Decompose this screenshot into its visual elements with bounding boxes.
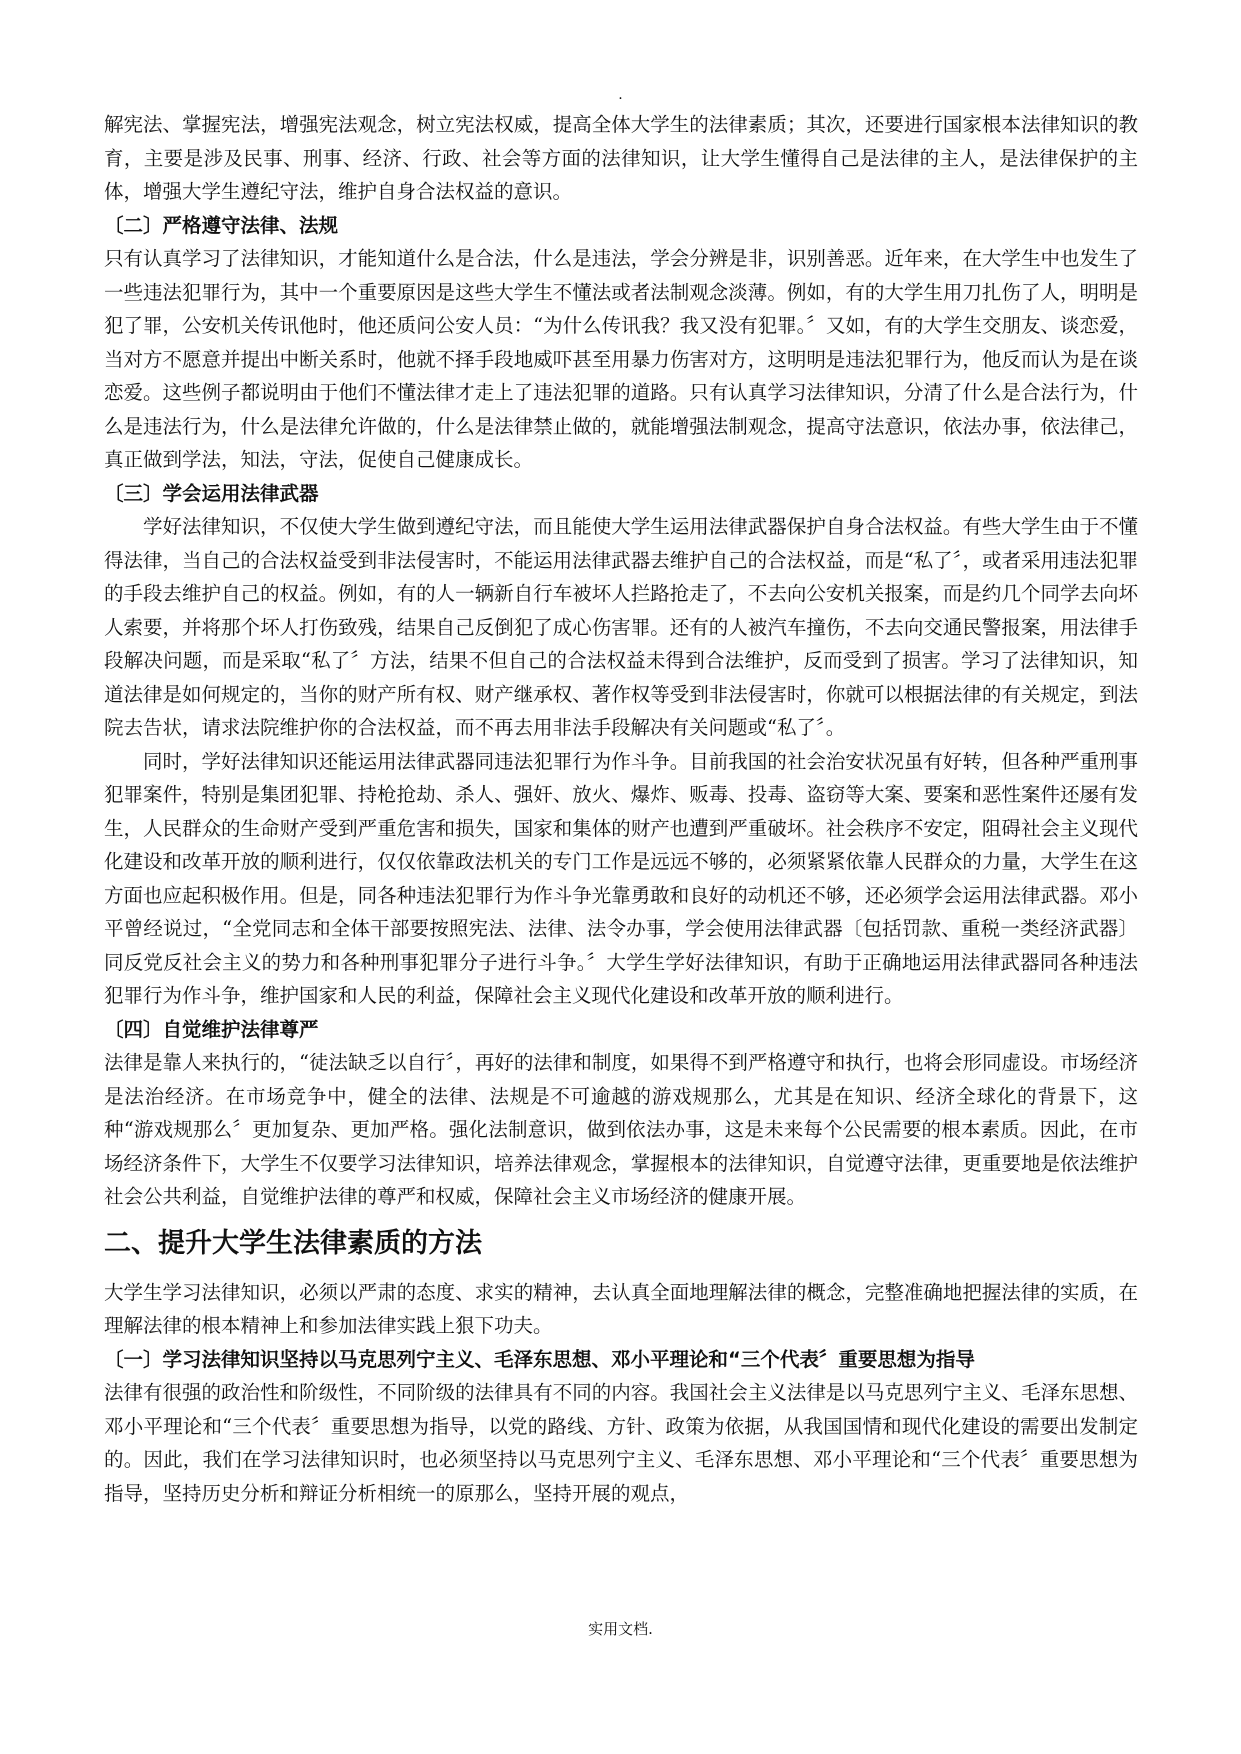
chapter-heading: 二、提升大学生法律素质的方法 xyxy=(104,1227,482,1259)
paragraph-methods-intro: 大学生学习法律知识，必须以严肃的态度、求实的精神，去认真全面地理解法律的概念，完整准确地把握法律的实质，在理解法律的根本精神上和参加法律实践上狠下功夫。 xyxy=(104,1280,1138,1337)
section-heading-san: 〔三〕学会运用法律武器 xyxy=(104,481,319,505)
paragraph-guiding-thought: 法律有很强的政治性和阶级性，不同阶级的法律具有不同的内容。我国社会主义法律是以马克思列宁主义、毛泽东思想、邓小平理论和“三个代表〞重要思想为指导，以党的路线、方针、政策为依据，从我国国情和现代化建设的需要出发制定的。因此，我们在学习法律知识时，也必须坚持以马克思列宁主义、毛泽东思想、邓小平理论和“三个代表〞重要思想为指导，坚持历史分析和辩证分析相统一的原那么，坚持开展的观点， xyxy=(104,1381,1138,1505)
paragraph-law-dignity: 法律是靠人来执行的，“徒法缺乏以自行〞，再好的法律和制度，如果得不到严格遵守和执行，也将会形同虚设。市场经济是法治经济。在市场竞争中，健全的法律、法规是不可逾越的游戏规那么，尤其是在知识、经济全球化的背景下，这种“游戏规那么〞更加复杂、更加严格。强化法制意识，做到依法办事，这是未来每个公民需要的根本素质。因此，在市场经济条件下，大学生不仅要学习法律知识，培养法律观念，掌握根本的法律知识，自觉遵守法律，更重要地是依法维护社会公共利益，自觉维护法律的尊严和权威，保障社会主义市场经济的健康开展。 xyxy=(104,1051,1138,1208)
section-heading-yi: 〔一〕学习法律知识坚持以马克思列宁主义、毛泽东思想、邓小平理论和“三个代表〞重要思想为指导 xyxy=(104,1347,975,1371)
document-body xyxy=(104,108,1138,1510)
page-footer: 实用文档. xyxy=(588,1620,653,1638)
section-heading-si: 〔四〕自觉维护法律尊严 xyxy=(104,1017,319,1041)
paragraph-continuation: 解宪法、掌握宪法，增强宪法观念，树立宪法权威，提高全体大学生的法律素质；其次，还要进行国家根本法律知识的教育，主要是涉及民事、刑事、经济、行政、社会等方面的法律知识，让大学生懂得自己是法律的主人，是法律保护的主体，增强大学生遵纪守法，维护自身合法权益的意识。 xyxy=(104,113,1138,203)
paragraph-obey-law: 只有认真学习了法律知识，才能知道什么是合法，什么是违法，学会分辨是非，识别善恶。近年来，在大学生中也发生了一些违法犯罪行为，其中一个重要原因是这些大学生不懂法或者法制观念淡薄。例如，有的大学生用刀扎伤了人，明明是犯了罪，公安机关传讯他时，他还质问公安人员：“为什么传讯我？我又没有犯罪。〞又如，有的大学生交朋友、谈恋爱，当对方不愿意并提出中断关系时，他就不择手段地威吓甚至用暴力伤害对方，这明明是违法犯罪行为，他反而认为是在谈恋爱。这些例子都说明由于他们不懂法律才走上了违法犯罪的道路。只有认真学习法律知识，分清了什么是合法行为，什么是违法行为，什么是法律允许做的，什么是法律禁止做的，就能增强法制观念，提高守法意识，依法办事，依法律己，真正做到学法，知法，守法，促使自己健康成长。 xyxy=(104,247,1138,471)
paragraph-fight-crime: 同时，学好法律知识还能运用法律武器同违法犯罪行为作斗争。目前我国的社会治安状况虽有好转，但各种严重刑事犯罪案件，特别是集团犯罪、持枪抢劫、杀人、强奸、放火、爆炸、贩毒、投毒、盗窃等大案、要案和恶性案件还屡有发生，人民群众的生命财产受到严重危害和损失，国家和集体的财产也遭到严重破坏。社会秩序不安定，阻碍社会主义现代化建设和改革开放的顺利进行，仅仅依靠政法机关的专门工作是远远不够的，必须紧紧依靠人民群众的力量，大学生在这方面也应起积极作用。但是，同各种违法犯罪行为作斗争光靠勇敢和良好的动机还不够，还必须学会运用法律武器。邓小平曾经说过，“全党同志和全体干部要按照宪法、法律、法令办事，学会使用法律武器〔包括罚款、重税一类经济武器〕同反党反社会主义的势力和各种刑事犯罪分子进行斗争。〞大学生学好法律知识，有助于正确地运用法律武器同各种违法犯罪行为作斗争，维护国家和人民的利益，保障社会主义现代化建设和改革开放的顺利进行。 xyxy=(104,749,1138,1007)
paragraph-legal-weapon: 学好法律知识，不仅使大学生做到遵纪守法，而且能使大学生运用法律武器保护自身合法权益。有些大学生由于不懂得法律，当自己的合法权益受到非法侵害时，不能运用法律武器去维护自己的合法权益，而是“私了〞，或者采用违法犯罪的手段去维护自己的权益。例如，有的人一辆新自行车被坏人拦路抢走了，不去向公安机关报案，而是约几个同学去向坏人索要，并将那个坏人打伤致残，结果自己反倒犯了成心伤害罪。还有的人被汽车撞伤，不去向交通民警报案，用法律手段解决问题，而是采取“私了〞方法，结果不但自己的合法权益未得到合法维护，反而受到了损害。学习了法律知识，知道法律是如何规定的，当你的财产所有权、财产继承权、著作权等受到非法侵害时，你就可以根据法律的有关规定，到法院去告状，请求法院维护你的合法权益，而不再去用非法手段解决有关问题或“私了〞。 xyxy=(104,515,1138,739)
header-mark: . xyxy=(618,87,623,103)
section-heading-er: 〔二〕严格遵守法律、法规 xyxy=(104,213,339,237)
